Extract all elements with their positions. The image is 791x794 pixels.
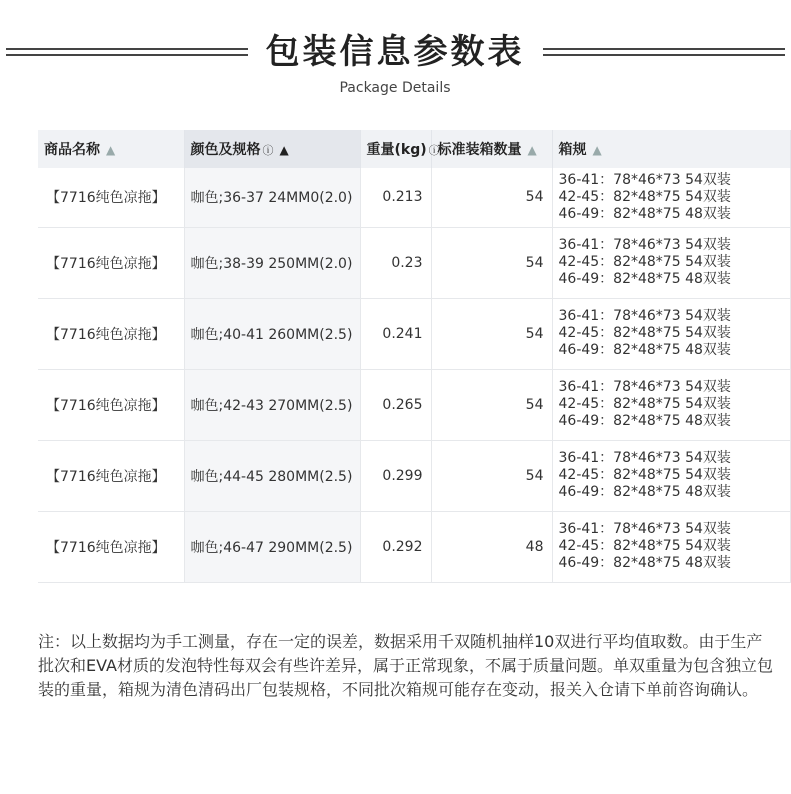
cell-name: 【7716纯色凉拖】 xyxy=(38,440,184,511)
box-line: 42-45：82*48*75 54双装 xyxy=(558,254,731,270)
box-line: 36-41：78*46*73 54双装 xyxy=(558,237,731,253)
sort-arrow-icon[interactable]: ▲ xyxy=(279,143,289,157)
box-line: 46-49：82*48*75 48双装 xyxy=(558,342,731,358)
page-subtitle: Package Details xyxy=(339,80,451,96)
table-row xyxy=(38,511,790,582)
cell-box xyxy=(552,298,790,369)
page-title: 包装信息参数表 xyxy=(265,32,525,72)
cell-name: 【7716纯色凉拖】 xyxy=(38,168,184,227)
box-line: 46-49：82*48*75 48双装 xyxy=(558,271,731,287)
cell-box xyxy=(552,168,790,227)
cell-weight: 0.292 xyxy=(360,511,431,582)
cell-name: 【7716纯色凉拖】 xyxy=(38,298,184,369)
cell-spec: 咖色;46-47 290MM(2.5) xyxy=(184,511,360,582)
cell-qty: 54 xyxy=(431,298,552,369)
sort-arrow-icon[interactable]: ▲ xyxy=(106,143,116,157)
cell-spec: 咖色;44-45 280MM(2.5) xyxy=(184,440,360,511)
table-row xyxy=(38,298,790,369)
package-table xyxy=(38,130,790,583)
cell-box xyxy=(552,440,790,511)
box-line: 46-49：82*48*75 48双装 xyxy=(558,484,731,500)
box-line: 36-41：78*46*73 54双装 xyxy=(558,379,731,395)
cell-weight: 0.241 xyxy=(360,298,431,369)
box-line: 46-49：82*48*75 48双装 xyxy=(558,555,731,571)
box-line: 46-49：82*48*75 48双装 xyxy=(558,413,731,429)
sort-arrow-icon[interactable]: ▲ xyxy=(527,143,537,157)
cell-weight: 0.265 xyxy=(360,369,431,440)
box-line: 36-41：78*46*73 54双装 xyxy=(558,521,731,537)
box-line: 42-45：82*48*75 54双装 xyxy=(558,396,731,412)
cell-spec: 咖色;42-43 270MM(2.5) xyxy=(184,369,360,440)
box-line: 42-45：82*48*75 54双装 xyxy=(558,325,731,341)
table-row xyxy=(38,168,790,227)
table-row xyxy=(38,440,790,511)
box-line: 36-41：78*46*73 54双装 xyxy=(558,308,731,324)
box-line: 36-41：78*46*73 54双装 xyxy=(558,171,731,188)
cell-qty: 54 xyxy=(431,168,552,227)
cell-box xyxy=(552,369,790,440)
page-header xyxy=(0,30,790,110)
cell-weight: 0.213 xyxy=(360,168,431,227)
box-line: 42-45：82*48*75 54双装 xyxy=(558,467,731,483)
column-header-name[interactable]: 商品名称 ▲ xyxy=(38,130,184,168)
column-header-qty[interactable]: 标准装箱数量 ▲ xyxy=(431,130,552,168)
cell-box xyxy=(552,227,790,298)
disclaimer-note: 注：以上数据均为手工测量，存在一定的误差，数据采用千双随机抽样10双进行平均值取数。由于生产批次和EVA材质的发泡特性每双会有些许差异，属于正常现象，不属于质量问题。单双重量为包含独立包装的重量，箱规为清色清码出厂包装规格，不同批次箱规可能存在变动，报关入仓请下单前咨询确认。 xyxy=(38,632,773,699)
column-header-box[interactable]: 箱规 ▲ xyxy=(552,130,790,168)
info-circle-icon[interactable]: ⓘ xyxy=(428,144,440,157)
table-row xyxy=(38,227,790,298)
box-line: 36-41：78*46*73 54双装 xyxy=(558,450,731,466)
cell-spec: 咖色;40-41 260MM(2.5) xyxy=(184,298,360,369)
cell-spec: 咖色;36-37 24MM0(2.0) xyxy=(184,168,360,227)
info-circle-icon[interactable]: ⓘ xyxy=(262,144,274,157)
table-row xyxy=(38,369,790,440)
column-header-weight[interactable]: 重量(kg) ⓘ xyxy=(360,130,431,168)
cell-qty: 48 xyxy=(431,511,552,582)
cell-weight: 0.23 xyxy=(360,227,431,298)
box-line: 46-49：82*48*75 48双装 xyxy=(558,205,731,222)
cell-name: 【7716纯色凉拖】 xyxy=(38,227,184,298)
cell-qty: 54 xyxy=(431,227,552,298)
table-header-row xyxy=(38,130,790,168)
cell-weight: 0.299 xyxy=(360,440,431,511)
cell-qty: 54 xyxy=(431,440,552,511)
sort-arrow-icon[interactable]: ▲ xyxy=(592,143,602,157)
cell-spec: 咖色;38-39 250MM(2.0) xyxy=(184,227,360,298)
cell-name: 【7716纯色凉拖】 xyxy=(38,511,184,582)
column-header-spec[interactable]: 颜色及规格 ⓘ ▲ xyxy=(184,130,360,168)
cell-box xyxy=(552,511,790,582)
cell-name: 【7716纯色凉拖】 xyxy=(38,369,184,440)
cell-qty: 54 xyxy=(431,369,552,440)
box-line: 42-45：82*48*75 54双装 xyxy=(558,188,731,205)
box-line: 42-45：82*48*75 54双装 xyxy=(558,538,731,554)
